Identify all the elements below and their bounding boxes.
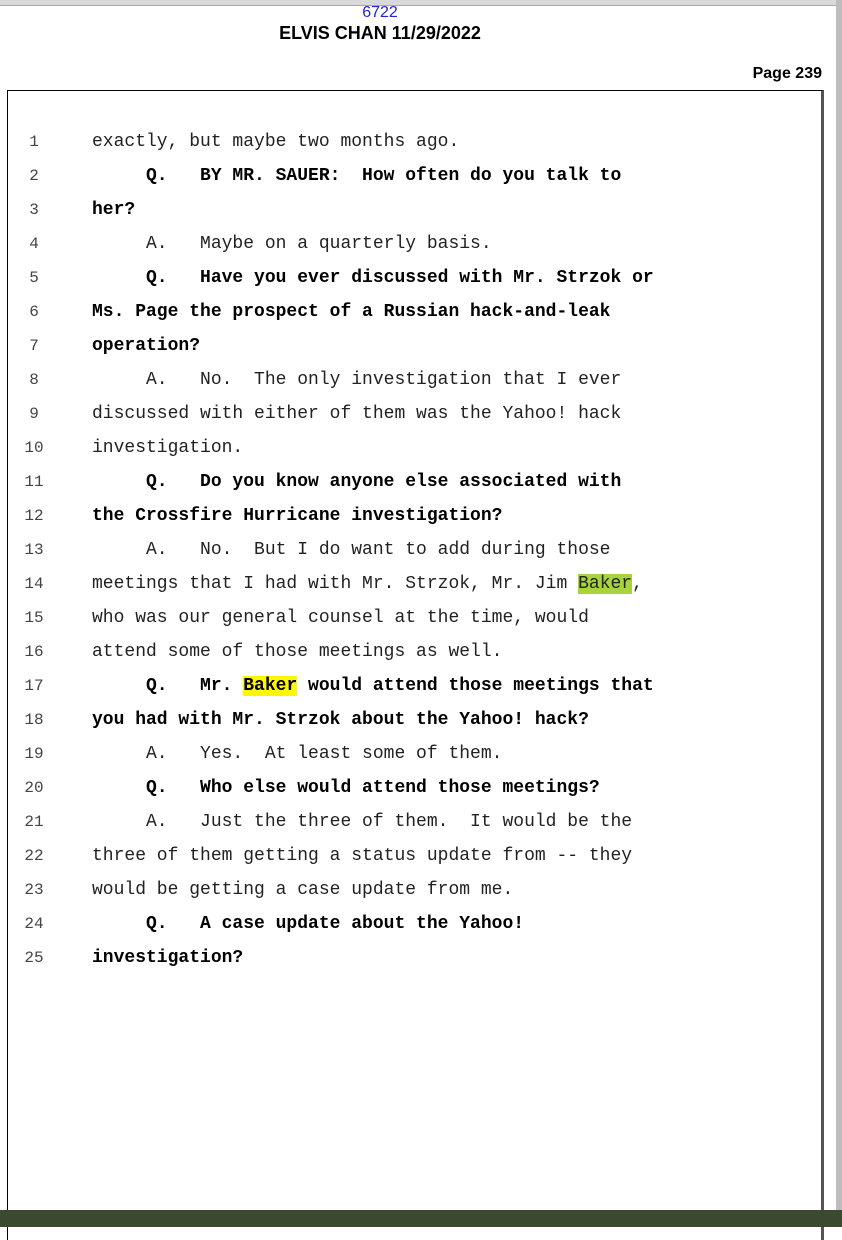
transcript-line [0,703,836,737]
viewer-bottom-bar [0,1210,842,1227]
answer-text [92,567,643,601]
answer-text [92,363,621,397]
text-run: , [632,574,643,594]
line-number: 2 [29,167,39,185]
text-run: Q. A case update about the Yahoo! [92,914,525,934]
search-highlight-current: Baker [243,676,298,696]
question-text [92,703,589,737]
transcript-line [0,125,836,159]
text-run: A. Yes. At least some of them. [92,744,503,764]
text-run: attend some of those meetings as well. [92,642,503,662]
transcript-line [0,601,836,635]
text-run: Q. BY MR. SAUER: How often do you talk to [92,166,622,186]
transcript-line [0,397,836,431]
transcript-line [0,771,836,805]
text-run: A. No. The only investigation that I ever [92,370,622,390]
line-number: 20 [24,779,44,797]
line-number: 14 [24,575,44,593]
transcript-line [0,295,836,329]
answer-text [92,635,502,669]
transcript-line [0,159,836,193]
question-text [92,329,200,363]
text-run: investigation. [92,438,244,458]
answer-text [92,805,632,839]
text-run: would attend those meetings that [297,676,654,696]
line-number: 1 [29,133,39,151]
question-text [92,295,610,329]
line-number: 4 [29,235,39,253]
line-number: 19 [24,745,44,763]
text-run: A. Just the three of them. It would be the [92,812,633,832]
answer-text [92,601,589,635]
text-run: discussed with either of them was the Yahoo! hack [92,404,622,424]
bates-number: 6722 [362,4,398,21]
question-text [92,465,621,499]
line-number: 5 [29,269,39,287]
text-run: operation? [92,336,201,356]
question-text [92,499,502,533]
transcript-line [0,261,836,295]
line-number: 12 [24,507,44,525]
transcript-line [0,465,836,499]
line-number: 7 [29,337,39,355]
transcript-line [0,635,836,669]
line-number: 6 [29,303,39,321]
transcript-line [0,873,836,907]
transcript-line [0,329,836,363]
line-number: 21 [24,813,44,831]
text-run: who was our general counsel at the time, would [92,608,589,628]
answer-text [92,227,492,261]
text-run: three of them getting a status update from -- they [92,846,633,866]
text-run: Q. Have you ever discussed with Mr. Strzok or [92,268,654,288]
transcript-line [0,907,836,941]
line-number: 17 [24,677,44,695]
line-number: 3 [29,201,39,219]
page-number-label: Page 239 [752,65,822,82]
line-number: 25 [24,949,44,967]
text-run: A. Maybe on a quarterly basis. [92,234,492,254]
transcript-line [0,193,836,227]
transcript-line [0,941,836,975]
line-number: 10 [24,439,44,457]
answer-text [92,839,632,873]
question-text [92,771,600,805]
question-text [92,159,621,193]
answer-text [92,873,513,907]
transcript-line [0,533,836,567]
transcript-line [0,669,836,703]
text-run: investigation? [92,948,244,968]
line-number: 23 [24,881,44,899]
answer-text [92,737,502,771]
text-run: would be getting a case update from me. [92,880,514,900]
transcript-line [0,431,836,465]
transcript-line [0,227,836,261]
line-number: 11 [24,473,44,491]
transcript-line [0,499,836,533]
transcript-line [0,737,836,771]
transcript-line [0,567,836,601]
line-number: 13 [24,541,44,559]
line-number: 15 [24,609,44,627]
viewer-scrollbar-edge [836,0,842,1227]
deposition-header-title: ELVIS CHAN 11/29/2022 [279,23,481,43]
answer-text [92,431,243,465]
text-run: meetings that I had with Mr. Strzok, Mr. Jim [92,574,579,594]
transcript-line [0,363,836,397]
line-number: 16 [24,643,44,661]
text-run: the Crossfire Hurricane investigation? [92,506,503,526]
transcript-line [0,805,836,839]
line-number: 8 [29,371,39,389]
question-text [92,261,654,295]
line-number: 24 [24,915,44,933]
text-run: you had with Mr. Strzok about the Yahoo! hack? [92,710,589,730]
answer-text [92,397,621,431]
text-run: exactly, but maybe two months ago. [92,132,460,152]
line-number: 22 [24,847,44,865]
answer-text [92,125,459,159]
text-run: Ms. Page the prospect of a Russian hack-and-leak [92,302,611,322]
transcript-body [0,125,836,975]
question-text [92,907,524,941]
answer-text [92,533,610,567]
text-run: A. No. But I do want to add during those [92,540,611,560]
question-text [92,193,135,227]
transcript-line [0,839,836,873]
line-number: 18 [24,711,44,729]
search-highlight: Baker [578,574,633,594]
question-text [92,669,654,703]
question-text [92,941,243,975]
text-run: Q. Who else would attend those meetings? [92,778,600,798]
text-run: Q. Do you know anyone else associated with [92,472,622,492]
text-run: Q. Mr. [92,676,244,696]
line-number: 9 [29,405,39,423]
text-run: her? [92,200,136,220]
